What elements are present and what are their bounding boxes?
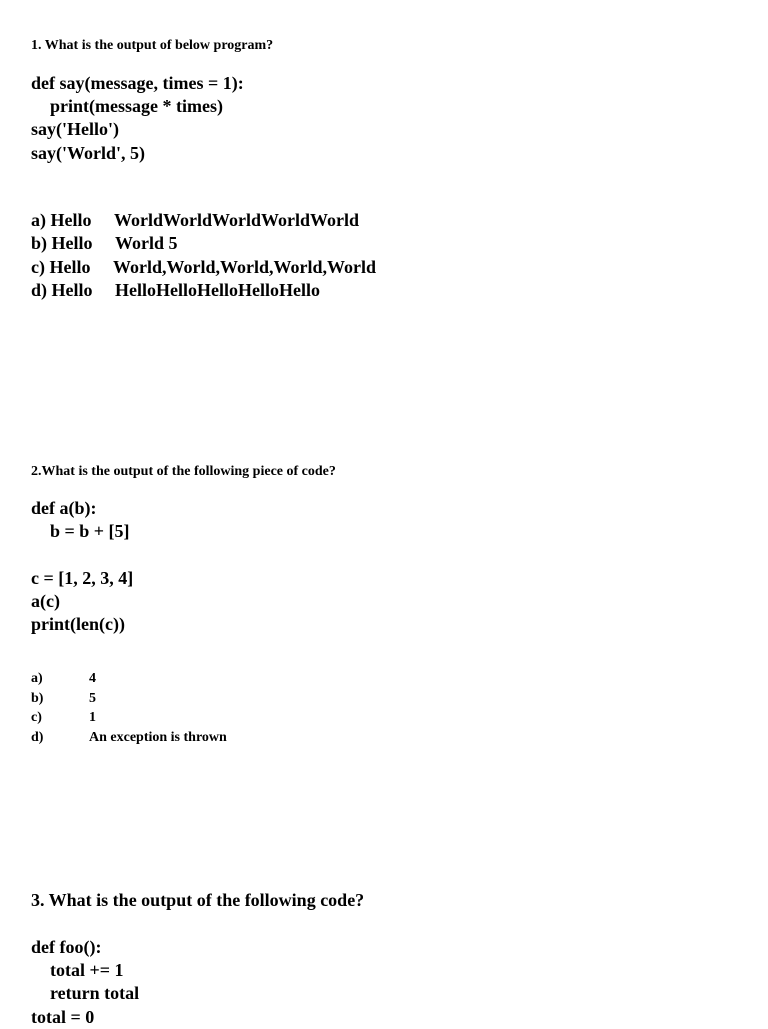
option-label: b) Hello — [31, 233, 93, 254]
option-value: 1 — [89, 710, 96, 726]
option-value: World 5 — [115, 233, 178, 254]
option-value: An exception is thrown — [89, 729, 227, 745]
code-line: total += 1 — [50, 960, 124, 981]
option-label: c) Hello — [31, 256, 91, 277]
option-b — [31, 232, 178, 255]
option-a — [31, 669, 96, 689]
option-label: c) — [31, 710, 42, 726]
question-2-code-continued — [31, 567, 133, 637]
option-c — [31, 256, 377, 279]
code-line: total = 0 — [31, 1006, 95, 1027]
code-line: print(len(c)) — [31, 614, 125, 635]
option-label: d) Hello — [31, 279, 93, 300]
option-value: WorldWorldWorldWorldWorld — [114, 210, 360, 230]
code-line: say('World', 5) — [31, 142, 146, 163]
code-line: b = b + [5] — [50, 521, 130, 542]
option-d — [31, 279, 320, 302]
code-line: print(message * times) — [50, 96, 223, 117]
question-1-code — [31, 72, 244, 165]
question-2-options — [31, 669, 227, 747]
option-label: d) — [31, 729, 44, 745]
question-3-code — [31, 936, 139, 1029]
question-1-options — [31, 209, 377, 302]
code-line: def a(b): — [31, 498, 97, 518]
code-line: say('Hello') — [31, 119, 119, 140]
option-label: a) — [31, 671, 43, 686]
code-line: a(c) — [31, 591, 60, 612]
code-line: def foo(): — [31, 937, 102, 957]
question-1-title: 1. What is the output of below program? — [31, 38, 274, 53]
code-line: def say(message, times = 1): — [31, 73, 244, 93]
option-a — [31, 209, 360, 232]
option-value: 4 — [89, 671, 96, 686]
option-b — [31, 689, 96, 709]
option-value: 5 — [89, 690, 96, 706]
option-label: b) — [31, 690, 44, 706]
code-line: c = [1, 2, 3, 4] — [31, 568, 134, 588]
option-value: HelloHelloHelloHelloHello — [115, 279, 320, 300]
question-3-title: 3. What is the output of the following code? — [31, 890, 365, 910]
option-value: World,World,World,World,World — [113, 256, 377, 277]
option-label: a) Hello — [31, 210, 92, 230]
option-c — [31, 708, 96, 728]
option-d — [31, 728, 227, 748]
code-line: return total — [50, 983, 140, 1004]
question-2-title: 2.What is the output of the following piece of code? — [31, 464, 336, 479]
question-2-code — [31, 497, 130, 543]
